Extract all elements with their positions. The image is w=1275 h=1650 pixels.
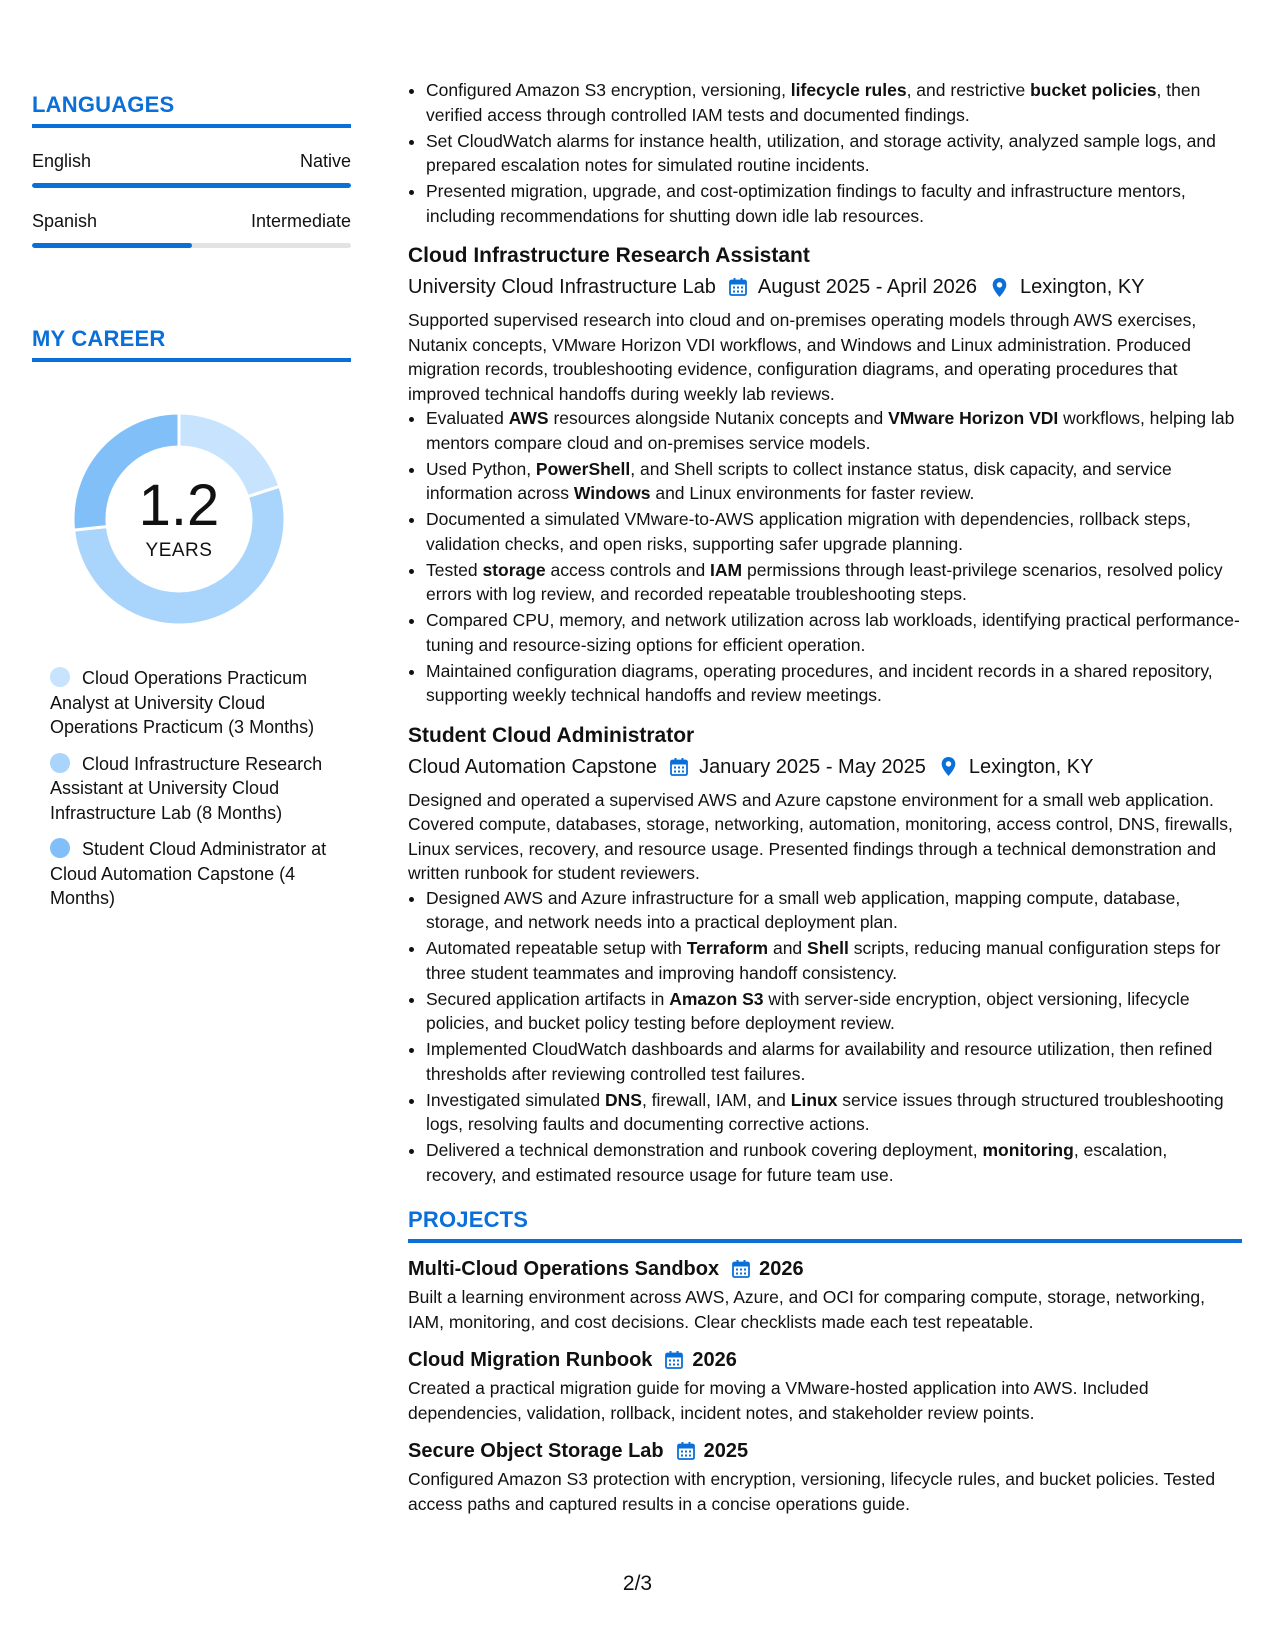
text: and Linux environments for faster review. bbox=[650, 483, 975, 503]
job-description: Designed and operated a supervised AWS and Azure capstone environment for a small web application. Covered compute, databases, storage, networking, automation, monitoring, access control, DNS, firewalls, Linux services, recovery, and resource usage. Presented findings through a technical demonstration and written runbook for student reviewers. bbox=[408, 789, 1233, 883]
text: Tested bbox=[426, 559, 483, 580]
project-description: Configured Amazon S3 protection with encryption, versioning, lifecycle rules, and bucket policies. Tested access paths and captured results in a concise operations guide. bbox=[408, 1469, 1216, 1514]
language-item bbox=[32, 150, 351, 188]
language-proficiency-bar bbox=[32, 183, 351, 188]
legend-dot-icon bbox=[50, 667, 70, 687]
bullet-item bbox=[426, 1088, 1242, 1137]
bullet-item bbox=[426, 886, 1242, 935]
bullet-item bbox=[426, 558, 1242, 607]
projects-heading: PROJECTS bbox=[408, 1207, 1242, 1243]
bold-text: lifecycle rules bbox=[790, 80, 907, 100]
text: , escalation, recovery, and estimated resource usage for future team use. bbox=[426, 1140, 1168, 1185]
calendar-icon bbox=[731, 1259, 751, 1279]
project-item bbox=[408, 1346, 1242, 1425]
career-legend-text: Student Cloud Administrator at Cloud Automation Capstone (4 Months) bbox=[50, 839, 327, 908]
job-meta bbox=[408, 754, 1242, 780]
career-legend bbox=[50, 666, 328, 911]
text: resources alongside Nutanix concepts and bbox=[548, 408, 889, 428]
job-description: Supported supervised research into cloud and on-premises operating models through AWS exercises, Nutanix concepts, VMware Horizon VDI workflows, and Windows and Linux administration. Produced migration records, troubleshooting evidence, configuration diagrams, and operating procedures that improved technical handoffs during weekly lab reviews. bbox=[408, 310, 1197, 404]
calendar-icon bbox=[664, 1350, 684, 1370]
job-location: Lexington, KY bbox=[968, 755, 1094, 778]
text: Used Python, bbox=[426, 458, 536, 479]
job-organization: University Cloud Infrastructure Lab bbox=[408, 276, 716, 298]
career-legend-item bbox=[50, 666, 328, 740]
language-row bbox=[32, 150, 351, 172]
text: service issues through structured troubleshooting logs, resolving faults and documenting corrective actions. bbox=[426, 1089, 1224, 1134]
bold-text: storage bbox=[482, 559, 546, 580]
text: Maintained configuration diagrams, operating procedures, and incident records in a shared repository, supporting weekly technical handoffs and review meetings. bbox=[426, 660, 1213, 705]
language-item bbox=[32, 210, 351, 248]
bold-text: PowerShell bbox=[535, 458, 631, 479]
career-total-unit: YEARS bbox=[145, 540, 213, 561]
calendar-icon-wrap bbox=[731, 1259, 751, 1279]
job-organization: Cloud Automation Capstone bbox=[408, 755, 658, 778]
page-number: 2/3 bbox=[622, 1572, 653, 1595]
language-name: English bbox=[32, 151, 92, 171]
text: Presented migration, upgrade, and cost-optimization findings to faculty and infrastructure mentors, including recommendations for shutting down idle lab resources. bbox=[426, 181, 1186, 226]
projects-list bbox=[408, 1255, 1242, 1516]
calendar-icon-wrap bbox=[676, 1441, 696, 1461]
project-header bbox=[408, 1255, 1242, 1283]
text: and bbox=[768, 938, 808, 958]
calendar-icon bbox=[728, 277, 748, 297]
career-legend-item bbox=[50, 837, 328, 911]
bullet-item bbox=[426, 406, 1242, 455]
text: Configured Amazon S3 encryption, versioning, bbox=[426, 80, 791, 100]
project-item bbox=[408, 1255, 1242, 1334]
calendar-icon-wrap bbox=[664, 1350, 684, 1370]
bullet-item bbox=[426, 608, 1242, 657]
text: permissions through least-privilege scenarios, resolved policy errors with log review, and recorded repeatable troubleshooting steps. bbox=[426, 559, 1223, 604]
donut-center bbox=[64, 404, 294, 634]
job-bullets bbox=[408, 406, 1242, 708]
main-content bbox=[408, 78, 1242, 1516]
text: , and Shell scripts to collect instance status, disk capacity, and service information across bbox=[426, 458, 1172, 503]
job-bullets bbox=[408, 886, 1242, 1188]
bullet-item bbox=[426, 987, 1242, 1036]
project-year: 2026 bbox=[692, 1349, 737, 1371]
language-row bbox=[32, 210, 351, 232]
location-pin-icon bbox=[938, 756, 959, 777]
language-proficiency-fill bbox=[32, 243, 192, 248]
experience-list bbox=[408, 242, 1242, 1187]
previous-job-bullets bbox=[408, 78, 1242, 228]
bullet-item bbox=[426, 129, 1242, 178]
text: Secured application artifacts in bbox=[426, 988, 670, 1009]
career-legend-text: Cloud Infrastructure Research Assistant at University Cloud Infrastructure Lab (8 Months) bbox=[50, 753, 323, 823]
project-description: Created a practical migration guide for moving a VMware-hosted application into AWS. Included dependencies, validation, rollback, incident notes, and stakeholder review points. bbox=[408, 1378, 1149, 1423]
text: Evaluated bbox=[426, 408, 509, 428]
calendar-icon-wrap bbox=[669, 757, 689, 777]
job-dates: August 2025 - April 2026 bbox=[757, 276, 977, 298]
location-icon-wrap bbox=[938, 756, 959, 777]
languages-heading: LANGUAGES bbox=[32, 92, 351, 128]
text: scripts, reducing manual configuration steps for three student teammates and improving handoff consistency. bbox=[426, 938, 1221, 983]
bullet-item bbox=[426, 659, 1242, 708]
bold-text: bucket policies bbox=[1030, 80, 1157, 100]
calendar-icon bbox=[669, 757, 689, 777]
location-pin-icon bbox=[989, 277, 1010, 298]
text: , firewall, IAM, and bbox=[641, 1089, 791, 1110]
location-icon-wrap bbox=[989, 277, 1010, 298]
bold-text: monitoring bbox=[982, 1140, 1074, 1160]
job-title: Student Cloud Administrator bbox=[408, 723, 695, 747]
text: Documented a simulated VMware-to-AWS application migration with dependencies, rollback steps, validation checks, and open risks, supporting safer upgrade planning. bbox=[426, 509, 1191, 554]
career-legend-text: Cloud Operations Practicum Analyst at University Cloud Operations Practicum (3 Months) bbox=[50, 668, 315, 737]
project-item bbox=[408, 1437, 1242, 1516]
calendar-icon bbox=[676, 1441, 696, 1461]
project-name: Cloud Migration Runbook bbox=[408, 1349, 653, 1371]
job-meta bbox=[408, 274, 1242, 300]
bold-text: VMware Horizon VDI bbox=[888, 408, 1059, 428]
text: with server-side encryption, object versioning, lifecycle policies, and bucket policy testing before deployment review. bbox=[426, 988, 1190, 1033]
sidebar bbox=[32, 92, 351, 923]
project-description: Built a learning environment across AWS, Azure, and OCI for comparing compute, storage, networking, IAM, monitoring, and cost decisions. Clear checklists made each test repeatable. bbox=[408, 1287, 1205, 1332]
bullet-item bbox=[426, 78, 1242, 127]
bullet-item bbox=[426, 457, 1242, 506]
project-header bbox=[408, 1346, 1242, 1374]
text: Set CloudWatch alarms for instance health, utilization, and storage activity, analyzed sample logs, and prepared escalation notes for simulated routine incidents. bbox=[426, 130, 1216, 175]
bold-text: Terraform bbox=[686, 938, 769, 958]
project-year: 2025 bbox=[703, 1440, 749, 1462]
legend-dot-icon bbox=[50, 753, 70, 773]
language-level: Intermediate bbox=[250, 211, 351, 231]
project-name: Multi-Cloud Operations Sandbox bbox=[408, 1258, 720, 1280]
career-heading: MY CAREER bbox=[32, 326, 351, 362]
text: Automated repeatable setup with bbox=[426, 938, 687, 958]
bold-text: Amazon S3 bbox=[669, 988, 764, 1009]
language-level: Native bbox=[299, 151, 351, 171]
career-legend-item bbox=[50, 752, 328, 826]
job-title: Cloud Infrastructure Research Assistant bbox=[408, 244, 810, 267]
bullet-item bbox=[426, 1037, 1242, 1086]
text: , then verified access through controlled IAM tests and documented findings. bbox=[426, 80, 1201, 125]
text: Investigated simulated bbox=[426, 1089, 605, 1110]
text: Delivered a technical demonstration and runbook covering deployment, bbox=[426, 1140, 983, 1160]
text: access controls and bbox=[545, 559, 711, 580]
language-name: Spanish bbox=[32, 211, 98, 231]
career-total-years: 1.2 bbox=[138, 473, 220, 538]
text: Compared CPU, memory, and network utilization across lab workloads, identifying practical performance-tuning and resource-sizing options for efficient operation. bbox=[426, 610, 1240, 655]
job-entry bbox=[408, 242, 1242, 708]
bold-text: DNS bbox=[605, 1089, 642, 1110]
job-location: Lexington, KY bbox=[1019, 276, 1145, 298]
bold-text: Shell bbox=[807, 938, 849, 958]
language-proficiency-fill bbox=[32, 183, 351, 188]
language-proficiency-bar bbox=[32, 243, 351, 248]
career-donut-chart bbox=[64, 404, 294, 634]
project-year: 2026 bbox=[759, 1258, 804, 1280]
bullet-item bbox=[426, 179, 1242, 228]
languages-list bbox=[32, 150, 351, 248]
text: Implemented CloudWatch dashboards and alarms for availability and resource utilization, then refined thresholds after reviewing controlled test failures. bbox=[426, 1039, 1213, 1084]
job-dates: January 2025 - May 2025 bbox=[699, 755, 926, 778]
bullet-item bbox=[426, 507, 1242, 556]
bullet-item bbox=[426, 1138, 1242, 1187]
bold-text: IAM bbox=[710, 559, 743, 580]
bold-text: Linux bbox=[790, 1089, 838, 1110]
text: workflows, helping lab mentors compare cloud and on-premises service models. bbox=[426, 408, 1235, 453]
calendar-icon-wrap bbox=[728, 277, 748, 297]
text: , and restrictive bbox=[906, 80, 1031, 100]
bold-text: Windows bbox=[573, 483, 651, 503]
text: Designed AWS and Azure infrastructure for a small web application, mapping compute, database, storage, and network needs into a practical deployment plan. bbox=[426, 887, 1181, 932]
project-name: Secure Object Storage Lab bbox=[408, 1440, 664, 1462]
bullet-item bbox=[426, 936, 1242, 985]
job-entry bbox=[408, 722, 1242, 1188]
legend-dot-icon bbox=[50, 838, 70, 858]
project-header bbox=[408, 1437, 1242, 1465]
bold-text: AWS bbox=[508, 408, 549, 428]
